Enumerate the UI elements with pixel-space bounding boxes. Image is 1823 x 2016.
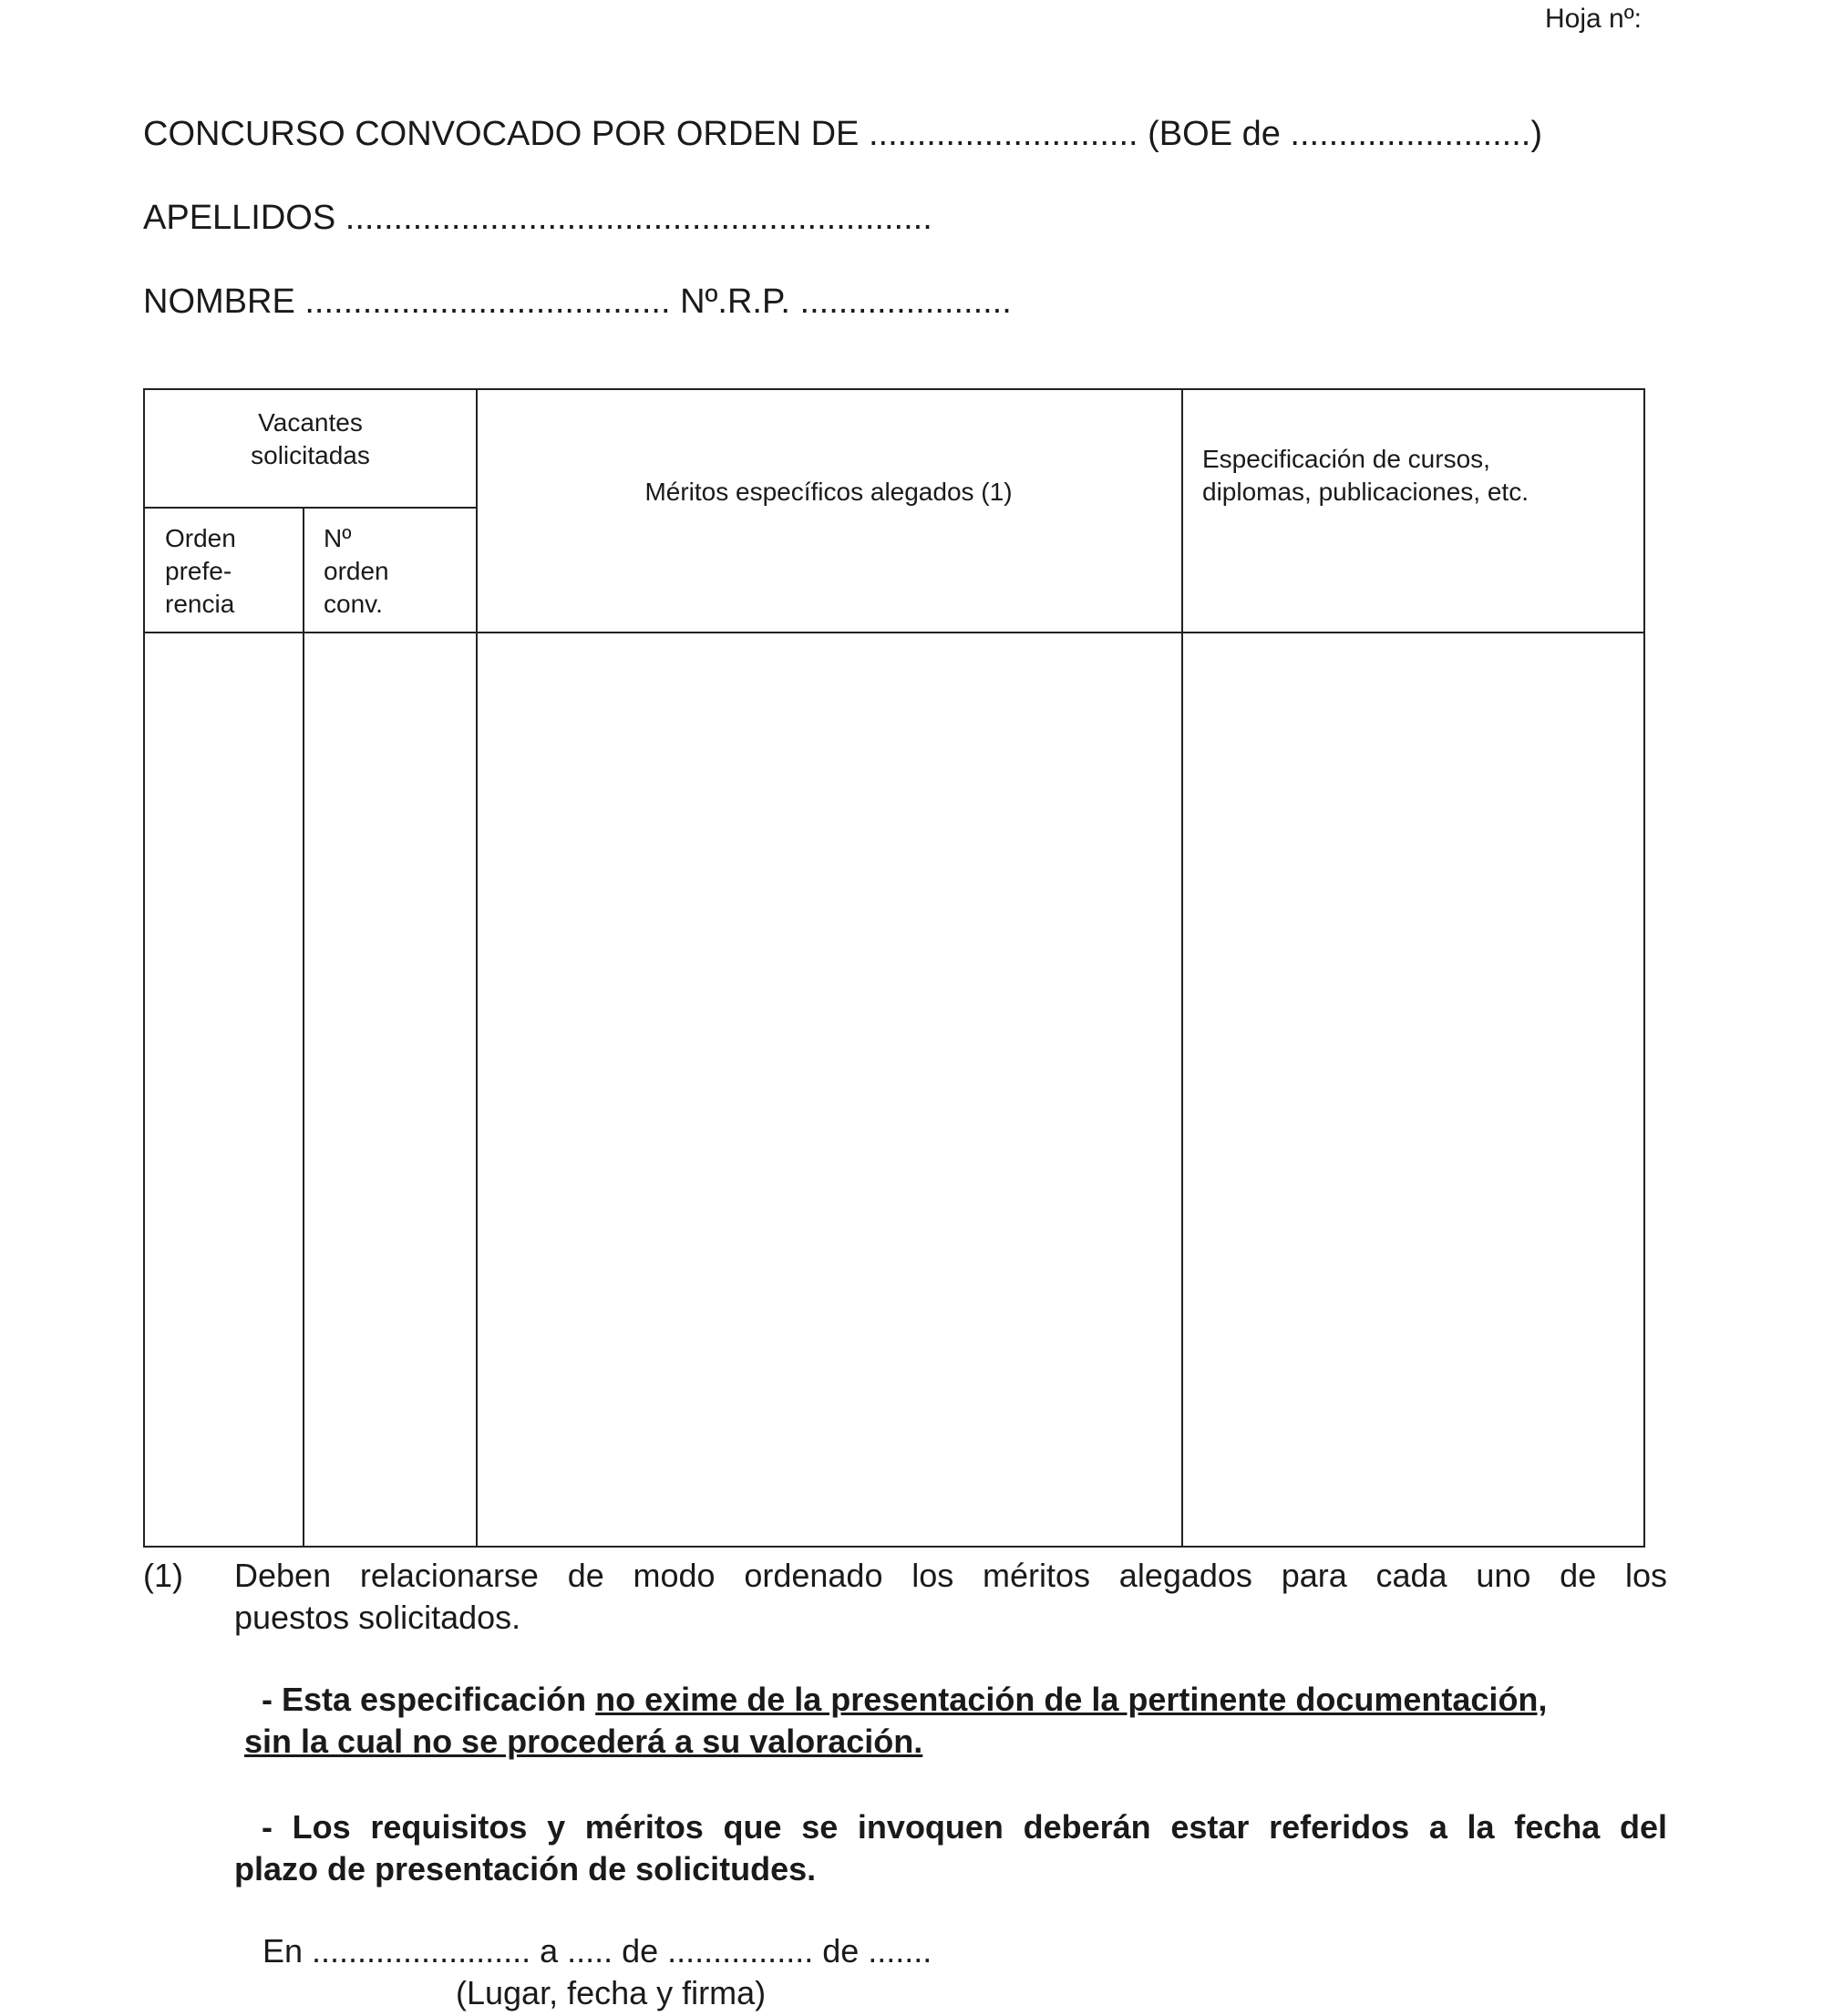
name-nrp-field: NOMBRE ...................................... Nº.R.P. ......................: [143, 283, 1012, 321]
footnote-text-continued: puestos solicitados.: [234, 1599, 521, 1636]
contest-order-field: CONCURSO CONVOCADO POR ORDEN DE ............................ (BOE de .........................): [143, 115, 1543, 153]
date-place-line: En ........................ a ..... de ................ de .......: [263, 1932, 932, 1970]
note-documentation-continued: sin la cual no se procederá a su valoración.: [244, 1723, 923, 1760]
vacantes-header: Vacantes solicitadas: [251, 408, 370, 469]
orden-preferencia-header: Orden prefe- rencia: [165, 524, 236, 618]
sheet-number-label: Hoja nº:: [1545, 4, 1643, 34]
numero-orden-header: Nº orden conv.: [324, 524, 389, 618]
note-requirements-continued: plazo de presentación de solicitudes.: [234, 1850, 817, 1887]
footnote-text: Deben relacionarse de modo ordenado los méritos alegados para cada uno de los: [234, 1557, 1667, 1594]
note-documentation: - Esta especificación no exime de la presentación de la pertinente documentación,: [262, 1681, 1548, 1718]
meritos-header: Méritos específicos alegados (1): [644, 478, 1013, 506]
signature-caption: (Lugar, fecha y firma): [456, 1974, 767, 2011]
note-requirements: - Los requisitos y méritos que se invoquen deberán estar referidos a la fecha del: [262, 1808, 1667, 1846]
footnote-number: (1): [143, 1557, 183, 1594]
column-divider: [1181, 390, 1183, 1546]
header-divider: [145, 632, 1643, 633]
merits-table: [143, 388, 1645, 1548]
column-divider: [476, 390, 478, 1546]
surname-field: APELLIDOS .............................................................: [143, 199, 932, 237]
column-divider: [303, 507, 304, 1546]
especificacion-header: Especificación de cursos, diplomas, publicaciones, etc.: [1202, 445, 1529, 506]
row-divider: [145, 507, 476, 509]
